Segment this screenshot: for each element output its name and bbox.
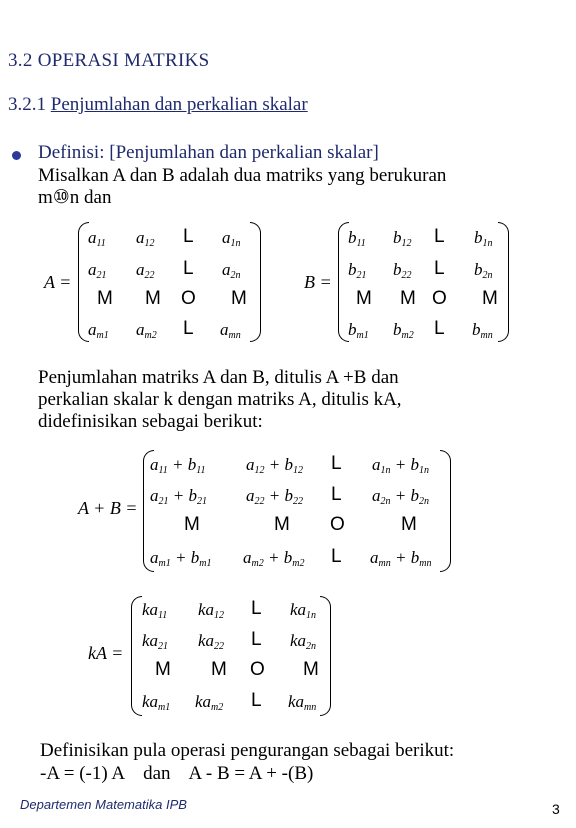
scalar-matrix-cell: $ka_{2n}$: [290, 631, 317, 652]
sum-matrix-cell: L: [331, 484, 342, 505]
matrix-b-cell: M: [356, 288, 372, 309]
sum-matrix-cell: $a_{21} + b_{21}$: [150, 486, 207, 507]
scalar-matrix-cell: L: [251, 629, 262, 650]
scalar-matrix-cell: M: [155, 659, 171, 680]
matrix-b-cell: L: [434, 226, 445, 247]
matrix-a-label: A =: [44, 272, 72, 292]
scalar-matrix-cell: $ka_{mn}$: [288, 692, 317, 713]
matrix-b-cell: L: [434, 318, 445, 339]
sum-matrix-cell: $a_{m2} + b_{m2}$: [243, 548, 305, 569]
closing-line-1: Definisikan pula operasi pengurangan sebagai berikut:: [40, 740, 455, 761]
matrix-b-cell: $b_{m1}$: [348, 320, 369, 341]
scalar-matrix-cell: $ka_{m1}$: [142, 692, 171, 713]
scalar-matrix-cell: O: [250, 659, 265, 680]
subsection-title: [8, 94, 308, 116]
matrix-a-cell: $a_{mn}$: [220, 320, 241, 341]
matrix-b-cell: $b_{12}$: [393, 228, 412, 249]
footer-department: Departemen Matematika IPB: [20, 797, 187, 812]
sum-matrix-cell: $a_{2n} + b_{2n}$: [372, 486, 429, 507]
scalar-matrix-label: kA =: [88, 643, 124, 663]
matrix-a-cell: $a_{m1}$: [88, 320, 109, 341]
matrix-b-cell: $b_{2n}$: [474, 260, 493, 281]
scalar-matrix-left-paren: [131, 596, 142, 716]
matrix-a-cell: $a_{21}$: [88, 260, 107, 281]
scalar-matrix-cell: $ka_{m2}$: [195, 692, 224, 713]
scalar-matrix-cell: M: [211, 659, 227, 680]
definition-line-2: m⑩n dan: [38, 187, 112, 208]
paragraph-line-1: Penjumlahan matriks A dan B, ditulis A +B dan: [38, 367, 399, 388]
scalar-matrix-cell: $ka_{21}$: [142, 631, 169, 652]
sum-matrix-cell: $a_{22} + b_{22}$: [246, 486, 303, 507]
scalar-matrix-cell: $ka_{22}$: [198, 631, 225, 652]
matrix-b-cell: O: [432, 288, 447, 309]
scalar-matrix-cell: L: [251, 690, 262, 711]
subsection-number: 3.2.1: [8, 94, 46, 115]
matrix-a-cell: L: [183, 226, 194, 247]
sum-matrix-cell: M: [274, 514, 290, 535]
scalar-matrix-cell: M: [303, 659, 319, 680]
sum-matrix-cell: L: [331, 546, 342, 567]
matrix-a-cell: M: [97, 288, 113, 309]
scalar-matrix-cell: L: [251, 598, 262, 619]
matrix-b-cell: M: [400, 288, 416, 309]
paragraph-line-3: didefinisikan sebagai berikut:: [38, 411, 263, 432]
sum-matrix-right-paren: [440, 450, 451, 572]
matrix-b-label: B =: [304, 272, 332, 292]
matrix-b-cell: $b_{m2}$: [393, 320, 414, 341]
matrix-a-cell: $a_{m2}$: [136, 320, 157, 341]
sum-matrix-cell: $a_{m1} + b_{m1}$: [150, 548, 212, 569]
sum-matrix-cell: O: [330, 514, 345, 535]
scalar-matrix-cell: $ka_{11}$: [142, 600, 168, 621]
definition-title: Definisi: [Penjumlahan dan perkalian skalar]: [38, 142, 379, 163]
matrix-b-cell: M: [482, 288, 498, 309]
matrix-b-cell: $b_{mn}$: [472, 320, 493, 341]
paragraph-line-2: perkalian skalar k dengan matriks A, ditulis kA,: [38, 389, 402, 410]
matrix-b-cell: $b_{11}$: [348, 228, 366, 249]
matrix-b-right-paren: [498, 222, 509, 342]
matrix-a-cell: M: [231, 288, 247, 309]
matrix-a-cell: M: [145, 288, 161, 309]
matrix-a-cell: $a_{1n}$: [222, 228, 241, 249]
scalar-matrix-right-paren: [320, 596, 331, 716]
matrix-b-cell: $b_{22}$: [393, 260, 412, 281]
section-title: 3.2 OPERASI MATRIKS: [8, 50, 210, 71]
scalar-matrix-cell: $ka_{12}$: [198, 600, 225, 621]
matrix-a-cell: $a_{11}$: [88, 228, 106, 249]
scalar-matrix-cell: $ka_{1n}$: [290, 600, 317, 621]
matrix-a-cell: $a_{22}$: [136, 260, 155, 281]
sum-matrix-cell: $a_{12} + b_{12}$: [246, 455, 303, 476]
sum-matrix-cell: $a_{1n} + b_{1n}$: [372, 455, 429, 476]
sum-matrix-cell: M: [184, 514, 200, 535]
sum-matrix-cell: $a_{mn} + b_{mn}$: [370, 548, 432, 569]
matrix-b-cell: $b_{1n}$: [474, 228, 493, 249]
sum-matrix-label: A + B =: [78, 498, 138, 518]
matrix-b-cell: L: [434, 258, 445, 279]
matrix-a-cell: $a_{12}$: [136, 228, 155, 249]
closing-line-2: -A = (-1) A dan A - B = A + -(B): [40, 763, 314, 784]
matrix-a-cell: O: [181, 288, 196, 309]
bullet-icon: [12, 151, 21, 160]
matrix-a-cell: $a_{2n}$: [222, 260, 241, 281]
matrix-a-cell: L: [183, 258, 194, 279]
matrix-b-cell: $b_{21}$: [348, 260, 367, 281]
matrix-a-right-paren: [250, 222, 261, 342]
page-number: 3: [552, 801, 560, 817]
sum-matrix-cell: $a_{11} + b_{11}$: [150, 455, 206, 476]
definition-line-1: Misalkan A dan B adalah dua matriks yang berukuran: [38, 165, 447, 186]
matrix-a-cell: L: [183, 318, 194, 339]
sum-matrix-cell: M: [401, 514, 417, 535]
sum-matrix-cell: L: [331, 453, 342, 474]
subsection-heading: Penjumlahan dan perkalian skalar: [50, 94, 308, 115]
